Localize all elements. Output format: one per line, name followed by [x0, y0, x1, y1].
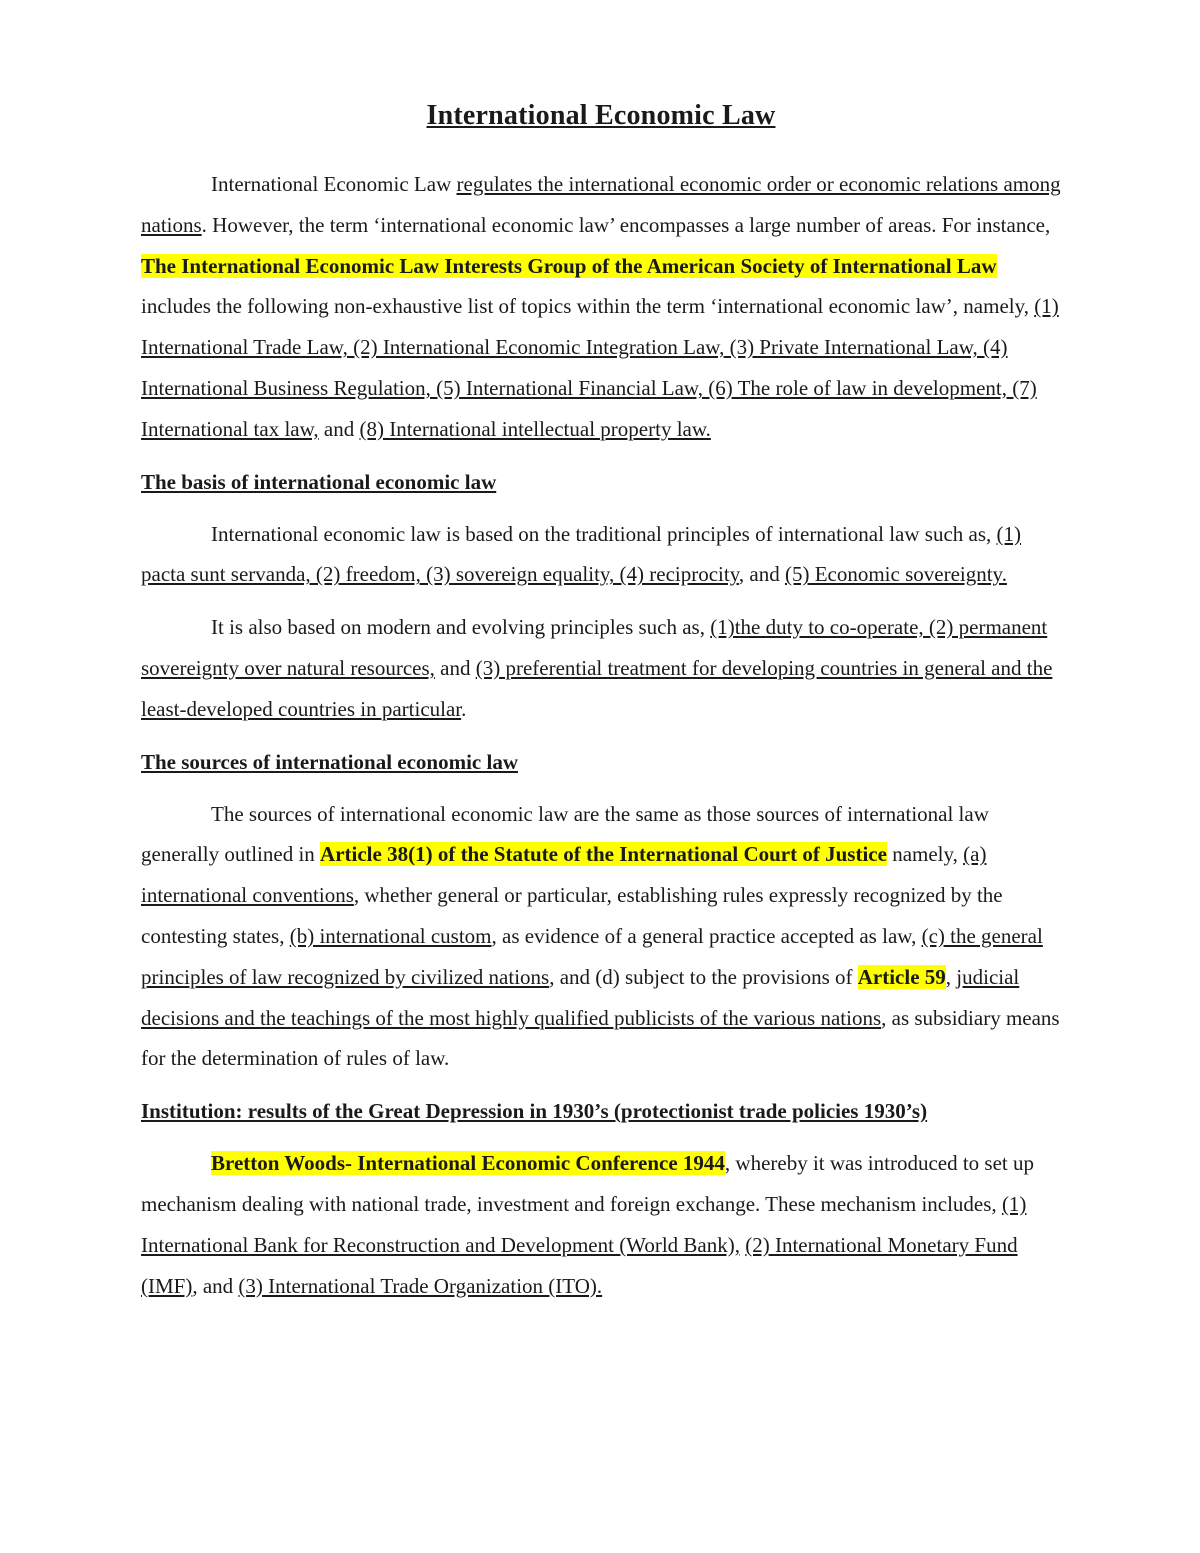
basis-p1-underline-2: (5) Economic sovereignty. — [784, 562, 1007, 587]
institution-underline-imf: (2) International Monetary Fund (IMF) — [141, 1232, 1018, 1298]
intro-highlight-1: The International Economic Law Interests Group of the American Society of International Law — [141, 253, 997, 278]
institution-underline-ito: (3) International Trade Organization (ITO). — [238, 1273, 603, 1298]
sources-text-3: , whether general or particular, establishing rules expressly recognized by the contesting states, — [141, 883, 1003, 948]
sources-underline-b: (b) international custom — [289, 923, 492, 948]
basis-heading: The basis of international economic law — [141, 469, 497, 494]
intro-text-4: and — [318, 416, 360, 441]
sources-text-7: , as subsidiary means for the determination of rules of law. — [141, 1005, 1060, 1071]
sources-text-6: , — [945, 964, 957, 989]
basis-p1-text-1: International economic law is based on the traditional principles of international law such as, — [211, 521, 997, 546]
sources-heading: The sources of international economic law — [141, 749, 518, 774]
institution-text-1: , whereby it was introduced to set up mechanism dealing with national trade, investment and foreign exchange. These mechanism includes, — [141, 1151, 1034, 1216]
sources-text-4: , as evidence of a general practice accepted as law, — [491, 923, 922, 948]
basis-p2-text-2: and — [434, 655, 476, 680]
sources-text-2: namely, — [886, 842, 964, 867]
sources-text-5: , and (d) subject to the provisions of — [549, 964, 858, 989]
sources-highlight-article-38: Article 38(1) of the Statute of the International Court of Justice — [320, 842, 887, 867]
sources-text-1: The sources of international economic law are the same as those sources of international law generally outlined in — [141, 801, 989, 867]
intro-topic-8: (8) International intellectual property law. — [359, 416, 711, 441]
institution-underline-world-bank: (1) International Bank for Reconstruction and Development (World Bank), — [141, 1191, 1027, 1257]
document-page — [141, 96, 1061, 1306]
intro-text-2: . However, the term ‘international economic law’ encompasses a large number of areas. For instance, — [201, 212, 1051, 237]
intro-topics-list: (1) International Trade Law, (2) International Economic Integration Law, (3) Private International Law, (4) International Business Regulation, (5) International Financial Law, (6) The role of law in development, (7) International tax law, — [141, 294, 1059, 441]
basis-p2-text-1: It is also based on modern and evolving principles such as, — [211, 615, 711, 640]
basis-paragraph-2 — [141, 607, 1061, 729]
basis-paragraph-1 — [141, 514, 1061, 596]
institution-heading: Institution: results of the Great Depression in 1930’s (protectionist trade policies 1930’s) — [141, 1099, 928, 1124]
institution-text-3: , and — [192, 1273, 239, 1298]
sources-underline-c: (c) the general principles of law recognized by civilized nations — [141, 923, 1043, 989]
sources-paragraph — [141, 794, 1061, 1080]
document-title: International Economic Law — [426, 100, 776, 131]
intro-underline-1: regulates the international economic order or economic relations among nations — [141, 172, 1061, 237]
sources-underline-a: (a) international conventions — [141, 842, 987, 908]
institution-highlight-bretton-woods: Bretton Woods- International Economic Conference 1944 — [211, 1151, 725, 1176]
basis-p1-underline-1: (1) pacta sunt servanda, (2) freedom, (3) sovereign equality, (4) reciprocity — [141, 521, 1022, 587]
intro-text-1: International Economic Law — [211, 172, 457, 196]
sources-underline-d: judicial decisions and the teachings of the most highly qualified publicists of the various nations — [141, 964, 1020, 1030]
intro-paragraph — [141, 164, 1061, 450]
institution-paragraph — [141, 1143, 1061, 1306]
basis-p2-underline-1: (1)the duty to co-operate, (2) permanent sovereignty over natural resources, — [141, 615, 1048, 680]
sources-highlight-article-59: Article 59 — [857, 964, 946, 989]
basis-p2-text-3: . — [461, 696, 467, 721]
basis-p1-text-2: , and — [738, 562, 785, 587]
intro-text-3: includes the following non-exhaustive list of topics within the term ‘international economic law’, namely, — [141, 294, 1035, 319]
basis-p2-underline-2: (3) preferential treatment for developing countries in general and the least-developed countries in particular — [141, 655, 1053, 721]
